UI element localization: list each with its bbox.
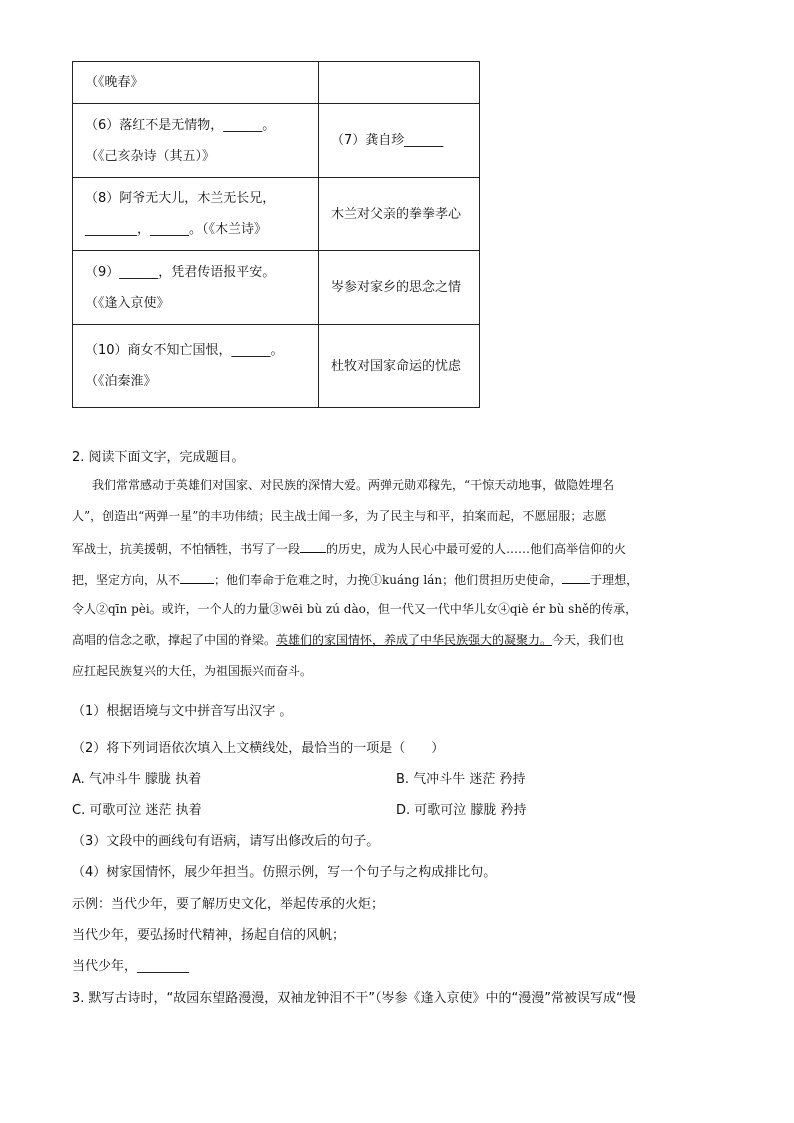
- fill-blank: [300, 538, 326, 553]
- table-cell: [73, 251, 319, 325]
- fill-blank: ______: [404, 133, 444, 148]
- option-b: B. 气冲斗牛 迷茫 矜持: [396, 772, 526, 787]
- fill-blank: [562, 569, 590, 584]
- cell-text: 杜牧对国家命运的忧虑: [331, 358, 462, 374]
- fill-blank: ______: [223, 117, 263, 133]
- cell-text: （7）龚自珍: [331, 133, 405, 148]
- passage-text: 军战士，抗美援朝，不怕牺牲，书写了一段: [72, 542, 301, 556]
- sub-question-2: （2）将下列词语依次填入上文横线处，最恰当的一项是（ ）: [72, 741, 445, 756]
- cell-text: （9）: [85, 264, 120, 280]
- cell-text: ，: [137, 222, 151, 237]
- cell-text: 木兰对父亲的拳拳孝心: [331, 206, 462, 222]
- fill-blank: ______: [119, 264, 159, 280]
- sub-question-1: （1）根据语境与文中拼音写出汉字 。: [72, 704, 293, 719]
- table-row: [73, 178, 480, 251]
- table-row: [73, 251, 480, 325]
- fill-blank: ________: [137, 959, 190, 974]
- table-cell: [319, 178, 480, 251]
- passage-line: [72, 538, 626, 557]
- cell-text: 。: [270, 343, 284, 358]
- sub-question-4: （4）树家国情怀，展少年担当。仿照示例，写一个句子与之构成排比句。: [72, 865, 497, 880]
- answer-line: [72, 955, 189, 974]
- table-row: [73, 62, 480, 104]
- cell-text: 。: [262, 117, 276, 133]
- fill-blank: ______: [150, 222, 190, 237]
- option-a: A. 气冲斗牛 朦胧 执着: [72, 772, 202, 787]
- cell-text: （6）落红不是无情物，: [85, 117, 224, 133]
- fill-blank: ________: [85, 222, 137, 237]
- table-cell: [319, 325, 480, 408]
- table-cell: [319, 104, 480, 178]
- table-cell: [73, 325, 319, 408]
- cell-source: （《己亥杂诗（其五）》: [85, 148, 216, 164]
- table-cell: [73, 178, 319, 251]
- passage-line: [72, 569, 638, 588]
- table-cell: [319, 251, 480, 325]
- sub-question-3: （3）文段中的画线句有语病，请写出修改后的句子。: [72, 834, 380, 849]
- example-line: 当代少年，要弘扬时代精神，扬起自信的风帆；: [72, 928, 346, 943]
- cell-text: （《晚春》: [85, 75, 144, 90]
- option-c: C. 可歌可泣 迷茫 执着: [72, 803, 202, 818]
- table-cell: [73, 104, 319, 178]
- passage-text: 今天，我们也: [552, 633, 625, 647]
- fill-blank: ______: [231, 343, 271, 358]
- cell-text: （8）阿爷无大儿，木兰无长兄，: [85, 191, 276, 206]
- passage-text: 把，坚定方向，从不: [72, 573, 181, 587]
- table-cell: [319, 62, 480, 104]
- passage-line: [72, 631, 624, 648]
- passage-text: 于理想，: [590, 573, 639, 587]
- poetry-table: [72, 61, 480, 408]
- passage-line: 人”，创造出“两弹一星”的丰功伟绩；民主战士闻一多，为了民主与和平，拍案而起，不愿屈服；志愿: [72, 509, 607, 523]
- table-row: [73, 104, 480, 178]
- cell-text: ，凭君传语报平安。: [158, 264, 276, 280]
- passage-text: 高唱的信念之歌，撑起了中国的脊梁。: [72, 633, 277, 647]
- cell-source: （《泊秦淮》: [85, 374, 157, 389]
- cell-text: （10）商女不知亡国恨，: [85, 343, 232, 358]
- underlined-sentence: 英雄们的家国情怀，养成了中华民族强大的凝聚力。: [276, 633, 553, 647]
- option-d: D. 可歌可泣 朦胧 矜持: [396, 803, 527, 818]
- passage-line: 应扛起民族复兴的大任，为祖国振兴而奋斗。: [72, 664, 313, 678]
- fill-blank: [180, 569, 214, 584]
- passage-text: ；他们奉命于危难之时，力挽①kuáng lán；他们贯担历史使命，: [214, 573, 563, 587]
- cell-text: 岑参对家乡的思念之情: [331, 280, 462, 295]
- question-2-heading: 2. 阅读下面文字，完成题目。: [72, 450, 245, 465]
- passage-line: 我们常常感动于英雄们对国家、对民族的深情大爱。两弹元勋邓稼先，“干惊天动地事，做隐姓埋名: [92, 478, 615, 492]
- example-line: 示例：当代少年，要了解历史文化，举起传承的火炬；: [72, 897, 385, 912]
- passage-line: 令人②qīn pèi。或许，一个人的力量③wēi bù zú dào，但一代又一代中华儿女④qiè ér bù shě的传承，: [72, 602, 638, 616]
- answer-prefix: 当代少年，: [72, 959, 138, 974]
- table-row: [73, 325, 480, 408]
- cell-source: （《逢入京使》: [85, 295, 170, 311]
- cell-source: 。（《木兰诗》: [189, 222, 268, 237]
- question-3-text: 3. 默写古诗时，“故园东望路漫漫，双袖龙钟泪不干”（岑参《逢入京使》中的“漫漫”常被误写成“慢: [72, 991, 636, 1006]
- passage-text: 的历史，成为人民心中最可爱的人……他们高举信仰的火: [326, 542, 627, 556]
- table-cell: [73, 62, 319, 104]
